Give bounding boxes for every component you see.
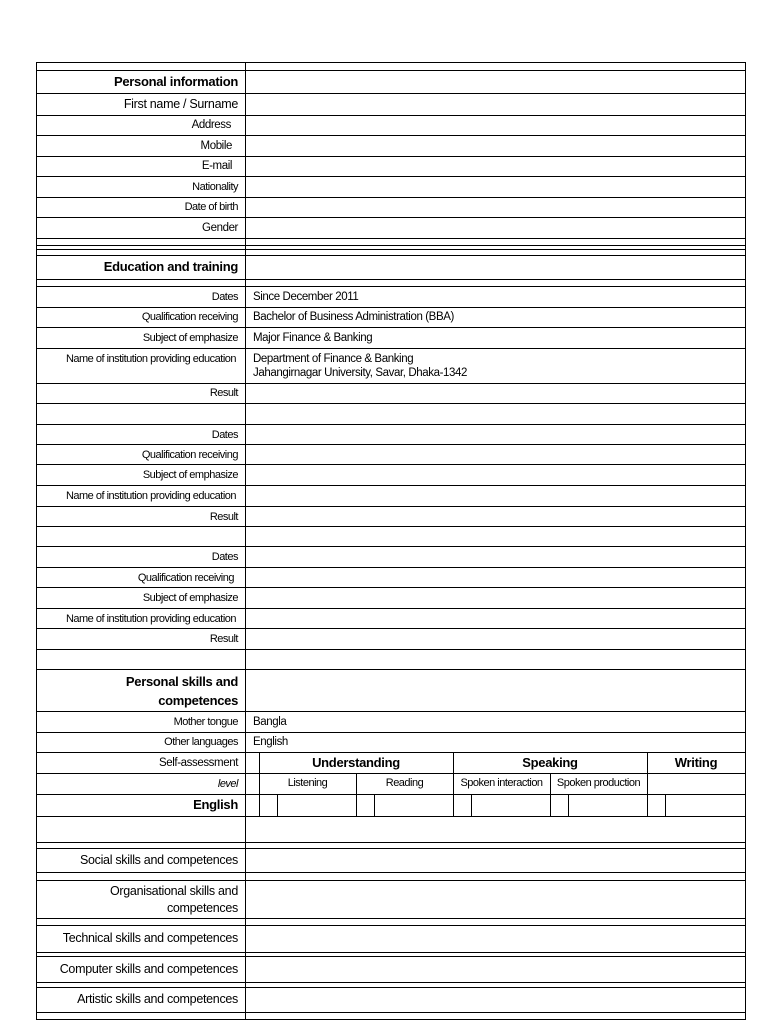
- level-label: level: [217, 778, 238, 790]
- row-rule: [36, 156, 745, 157]
- row-rule: [36, 918, 745, 919]
- computer-skills-label: Computer skills and competences: [59, 962, 238, 976]
- qualification-label: Qualification receiving: [141, 311, 238, 323]
- row-rule: [36, 464, 745, 465]
- row-rule: [36, 70, 745, 71]
- reading-header: Reading: [385, 777, 424, 789]
- spoken-production-header: Spoken production: [556, 777, 641, 789]
- row-rule: [36, 506, 745, 507]
- technical-skills-label: Technical skills and competences: [62, 931, 238, 945]
- subject-value: Major Finance & Banking: [253, 332, 373, 344]
- row-rule: [36, 526, 745, 527]
- row-rule: [36, 286, 745, 287]
- row-rule: [36, 424, 745, 425]
- row-rule: [36, 711, 745, 712]
- row-rule: [36, 987, 745, 988]
- row-rule: [36, 842, 745, 843]
- dates-label: Dates: [211, 291, 238, 303]
- personal-information-heading: Personal information: [113, 74, 238, 89]
- row-rule: [36, 848, 745, 849]
- spoken-interaction-header: Spoken interaction: [460, 777, 543, 789]
- row-rule: [36, 1019, 745, 1020]
- listening-header: Listening: [287, 777, 328, 789]
- dates-value: Since December 2011: [253, 291, 359, 303]
- qualification-label: Qualification receiving: [141, 449, 238, 461]
- row-rule: [36, 62, 745, 63]
- gender-label: Gender: [202, 222, 238, 234]
- result-label: Result: [209, 387, 238, 399]
- row-rule: [36, 238, 745, 239]
- grid-line: [471, 794, 472, 816]
- row-rule: [36, 403, 745, 404]
- row-rule: [36, 628, 745, 629]
- row-rule: [36, 327, 745, 328]
- row-rule: [36, 197, 745, 198]
- row-rule: [36, 383, 745, 384]
- understanding-header: Understanding: [312, 755, 400, 770]
- personal-skills-heading-line2: competences: [158, 693, 238, 708]
- row-rule: [36, 567, 745, 568]
- row-rule: [36, 307, 745, 308]
- row-rule: [36, 217, 745, 218]
- row-rule: [36, 485, 745, 486]
- row-rule: [36, 956, 745, 957]
- form-divider: [245, 62, 246, 1020]
- row-rule: [36, 794, 745, 795]
- row-rule: [36, 816, 745, 817]
- row-rule: [36, 245, 745, 246]
- organisational-skills-label-line2: competences: [166, 901, 238, 915]
- email-label: E-mail: [201, 160, 232, 172]
- row-rule: [36, 115, 745, 116]
- institution-label: Name of institution providing education: [65, 490, 236, 502]
- row-rule: [36, 952, 745, 953]
- subject-label: Subject of emphasize: [142, 592, 238, 604]
- row-rule: [36, 669, 745, 670]
- language-row-label: English: [193, 797, 238, 812]
- grid-line: [374, 794, 375, 816]
- row-rule: [36, 176, 745, 177]
- social-skills-label: Social skills and competences: [79, 853, 238, 867]
- row-rule: [36, 135, 745, 136]
- self-assessment-label: Self-assessment: [158, 757, 238, 769]
- row-rule: [36, 444, 745, 445]
- result-label: Result: [209, 633, 238, 645]
- institution-value-line1: Department of Finance & Banking: [253, 353, 414, 365]
- row-rule: [36, 546, 745, 547]
- row-rule: [36, 1012, 745, 1013]
- address-label: Address: [191, 119, 231, 131]
- other-languages-label: Other languages: [164, 736, 238, 748]
- dates-label: Dates: [211, 551, 238, 563]
- row-rule: [36, 732, 745, 733]
- row-rule: [36, 649, 745, 650]
- grid-line: [568, 794, 569, 816]
- row-rule: [36, 587, 745, 588]
- row-rule: [36, 880, 745, 881]
- qualification-value: Bachelor of Business Administration (BBA): [253, 311, 454, 323]
- row-rule: [36, 925, 745, 926]
- result-label: Result: [209, 511, 238, 523]
- date-of-birth-label: Date of birth: [184, 201, 238, 213]
- artistic-skills-label: Artistic skills and competences: [77, 992, 238, 1006]
- row-rule: [36, 752, 745, 753]
- organisational-skills-label-line1: Organisational skills and: [110, 884, 238, 898]
- grid-line: [277, 794, 278, 816]
- dates-label: Dates: [211, 429, 238, 441]
- row-rule: [36, 872, 745, 873]
- form-right-border: [745, 62, 746, 1020]
- first-name-surname-label: First name / Surname: [123, 97, 238, 111]
- institution-value-line2: Jahangirnagar University, Savar, Dhaka-1342: [253, 367, 467, 379]
- subject-label: Subject of emphasize: [142, 332, 238, 344]
- row-rule: [36, 982, 745, 983]
- row-rule: [36, 249, 745, 250]
- institution-label: Name of institution providing education: [65, 353, 236, 365]
- row-rule: [36, 608, 745, 609]
- personal-skills-heading-line1: Personal skills and: [125, 674, 238, 689]
- writing-header: Writing: [674, 755, 718, 770]
- row-rule: [36, 279, 745, 280]
- speaking-header: Speaking: [522, 755, 578, 770]
- row-rule: [36, 255, 745, 256]
- other-languages-value: English: [253, 736, 288, 748]
- row-rule: [36, 93, 745, 94]
- mother-tongue-label: Mother tongue: [173, 716, 238, 728]
- nationality-label: Nationality: [192, 181, 238, 193]
- qualification-label: Qualification receiving: [137, 572, 234, 584]
- institution-label: Name of institution providing education: [65, 613, 236, 625]
- education-training-heading: Education and training: [103, 259, 238, 274]
- subject-label: Subject of emphasize: [142, 469, 238, 481]
- mother-tongue-value: Bangla: [253, 716, 287, 728]
- row-rule: [36, 348, 745, 349]
- row-rule: [36, 773, 745, 774]
- grid-line: [665, 794, 666, 816]
- mobile-label: Mobile: [200, 140, 232, 152]
